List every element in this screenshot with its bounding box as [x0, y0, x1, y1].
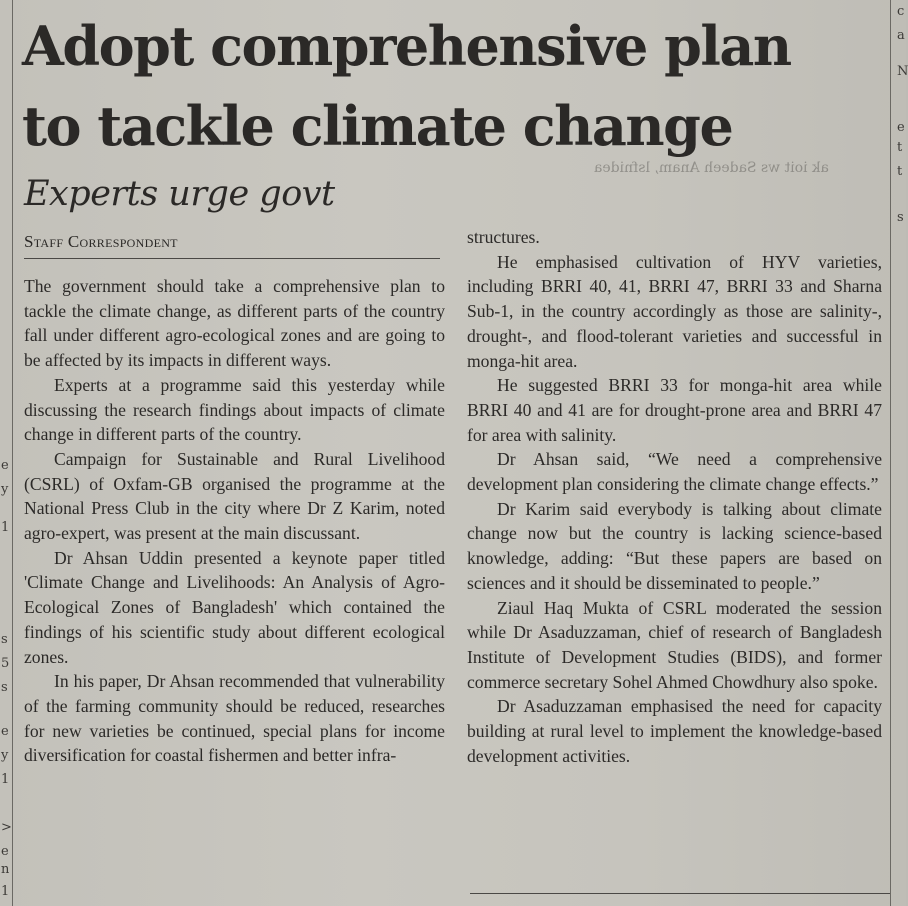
margin-fragment: 1 [1, 772, 10, 787]
article-headline [22, 6, 882, 166]
paragraph: Campaign for Sustainable and Rural Livelihood (CSRL) of Oxfam-GB organised the programme at the National Press Club in the city where Dr Z Karim, noted agro-expert, was present at the main discussant. [24, 448, 445, 544]
column-end-rule [470, 893, 890, 894]
paragraph: He emphasised cultivation of HYV varieties, including BRRI 40, 41, BRRI 47, BRRI 33 and Sharna Sub-1, in the country accordingly as those are salinity-, drought-, and flood-tolerant varieties and successful in monga-hit area. [467, 251, 882, 371]
margin-fragment: s [1, 680, 8, 695]
margin-fragment: e [1, 724, 9, 739]
margin-fragment: n [1, 862, 10, 877]
margin-fragment: N [897, 64, 908, 79]
margin-fragment: e [1, 844, 9, 859]
margin-fragment: t [897, 140, 903, 155]
margin-fragment: s [897, 210, 904, 225]
article-column-left [24, 274, 445, 768]
margin-fragment: > [1, 820, 12, 835]
bleed-through-text: ak ioit ws Sadeeh Anam, lsfnidea [594, 160, 829, 176]
paragraph: In his paper, Dr Ahsan recommended that vulnerability of the farming community should be reduced, researches for new varieties be continued, special plans for income diversification for coastal fishermen and better infra- [24, 671, 445, 766]
headline-line-2: to tackle climate change [22, 94, 733, 158]
margin-fragment: t [897, 164, 903, 179]
paragraph: Experts at a programme said this yesterday while discussing the research findings about impacts of climate change in different parts of the country. [24, 374, 445, 445]
margin-fragment: y [1, 482, 9, 497]
margin-fragment: 5 [1, 656, 10, 671]
margin-fragment: a [897, 28, 905, 43]
adjacent-column-left [0, 0, 13, 906]
byline: Staff Correspondent [24, 232, 178, 251]
margin-fragment: e [897, 120, 905, 135]
paragraph: Dr Karim said everybody is talking about climate change now but the country is lacking science-based knowledge, adding: “But these papers are based on sciences and it should be disseminated to people.” [467, 498, 882, 593]
paragraph: Dr Ahsan said, “We need a comprehensive development plan considering the climate change effects.” [467, 449, 882, 495]
margin-fragment: e [1, 458, 9, 473]
article-column-right [467, 225, 882, 768]
margin-fragment: 1 [1, 520, 10, 535]
headline-line-1: Adopt comprehensive plan [22, 14, 791, 78]
margin-fragment: y [1, 748, 9, 763]
paragraph: structures. [467, 227, 540, 247]
paragraph: Ziaul Haq Mukta of CSRL moderated the session while Dr Asaduzzaman, chief of research of Bangladesh Institute of Development Studies (BIDS), and former commerce secretary Sohel Ahmed Chowdhury also spoke. [467, 597, 882, 692]
margin-fragment: 1 [1, 884, 10, 899]
byline-rule [24, 258, 440, 259]
margin-fragment: c [897, 4, 905, 19]
article-subhead: Experts urge govt [24, 174, 335, 214]
paragraph: He suggested BRRI 33 for monga-hit area while BRRI 40 and 41 are for drought-prone area and BRRI 47 for area with salinity. [467, 375, 882, 445]
paragraph: The government should take a comprehensive plan to tackle the climate change, as different parts of the country fall under different agro-ecological zones and are going to be affected by its impacts in different ways. [24, 276, 445, 371]
paragraph: Dr Asaduzzaman emphasised the need for capacity building at rural level to implement the knowledge-based development activities. [467, 696, 882, 766]
adjacent-column-right [890, 0, 907, 906]
margin-fragment: s [1, 632, 8, 647]
paragraph: Dr Ahsan Uddin presented a keynote paper titled 'Climate Change and Livelihoods: An Analysis of Agro-Ecological Zones of Bangladesh' which contained the findings of his scientific study about different ecological zones. [24, 547, 445, 667]
